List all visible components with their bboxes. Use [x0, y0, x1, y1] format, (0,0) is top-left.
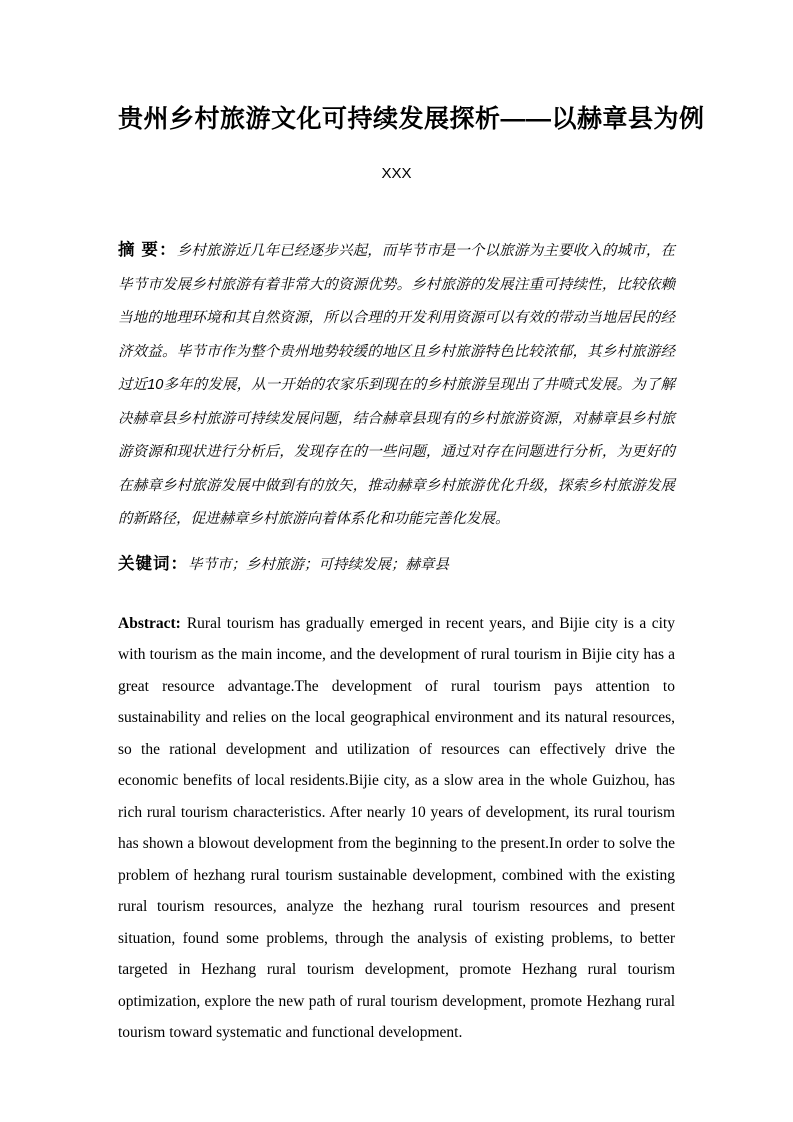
- en-abstract-text: Rural tourism has gradually emerged in recent years, and Bijie city is a city with tourism as the main income, and the development of rural tourism in Bijie city has a great resource advantage.The development of rural tourism pays attention to sustainability and relies on the local geographical environment and its natural resources, so the rational development and utilization of resources can effectively drive the economic benefits of local residents.Bijie city, as a slow area in the whole Guizhou, has rich rural tourism characteristics. After nearly 10 years of development, its rural tourism has shown a blowout development from the beginning to the present.In order to solve the problem of hezhang rural tourism sustainable development, combined with the existing rural tourism resources, analyze the hezhang rural tourism resources and present situation, found some problems, through the analysis of existing problems, to better targeted in Hezhang rural tourism development, promote Hezhang rural tourism optimization, explore the new path of rural tourism development, promote Hezhang rural tourism toward systematic and functional development.: [118, 614, 675, 1041]
- en-abstract-paragraph: [118, 608, 675, 1049]
- page-title: 贵州乡村旅游文化可持续发展探析——以赫章县为例: [118, 105, 705, 133]
- keywords-paragraph: [118, 552, 675, 577]
- cn-abstract-text: 乡村旅游近几年已经逐步兴起，而毕节市是一个以旅游为主要收入的城市，在毕节市发展乡村旅游有着非常大的资源优势。乡村旅游的发展注重可持续性，比较依赖当地的地理环境和其自然资源，所以合理的开发利用资源可以有效的带动当地居民的经济效益。毕节市作为整个贵州地势较缓的地区且乡村旅游特色比较浓郁，其乡村旅游经过近10多年的发展，从一开始的农家乐到现在的乡村旅游呈现出了井喷式发展。为了解决赫章县乡村旅游可持续发展问题，结合赫章县现有的乡村旅游资源，对赫章县乡村旅游资源和现状进行分析后，发现存在的一些问题，通过对存在问题进行分析，为更好的在赫章乡村旅游发展中做到有的放矢，推动赫章乡村旅游优化升级，探索乡村旅游发展的新路径，促进赫章乡村旅游向着体系化和功能完善化发展。: [118, 243, 675, 527]
- cn-abstract-label: 摘 要：: [118, 241, 177, 259]
- keywords-text: 毕节市；乡村旅游；可持续发展；赫章县: [188, 556, 449, 573]
- keywords-label: 关键词：: [118, 554, 188, 573]
- author-name: XXX: [381, 165, 412, 182]
- en-abstract-label: Abstract:: [118, 614, 181, 632]
- cn-abstract-paragraph: [118, 234, 675, 537]
